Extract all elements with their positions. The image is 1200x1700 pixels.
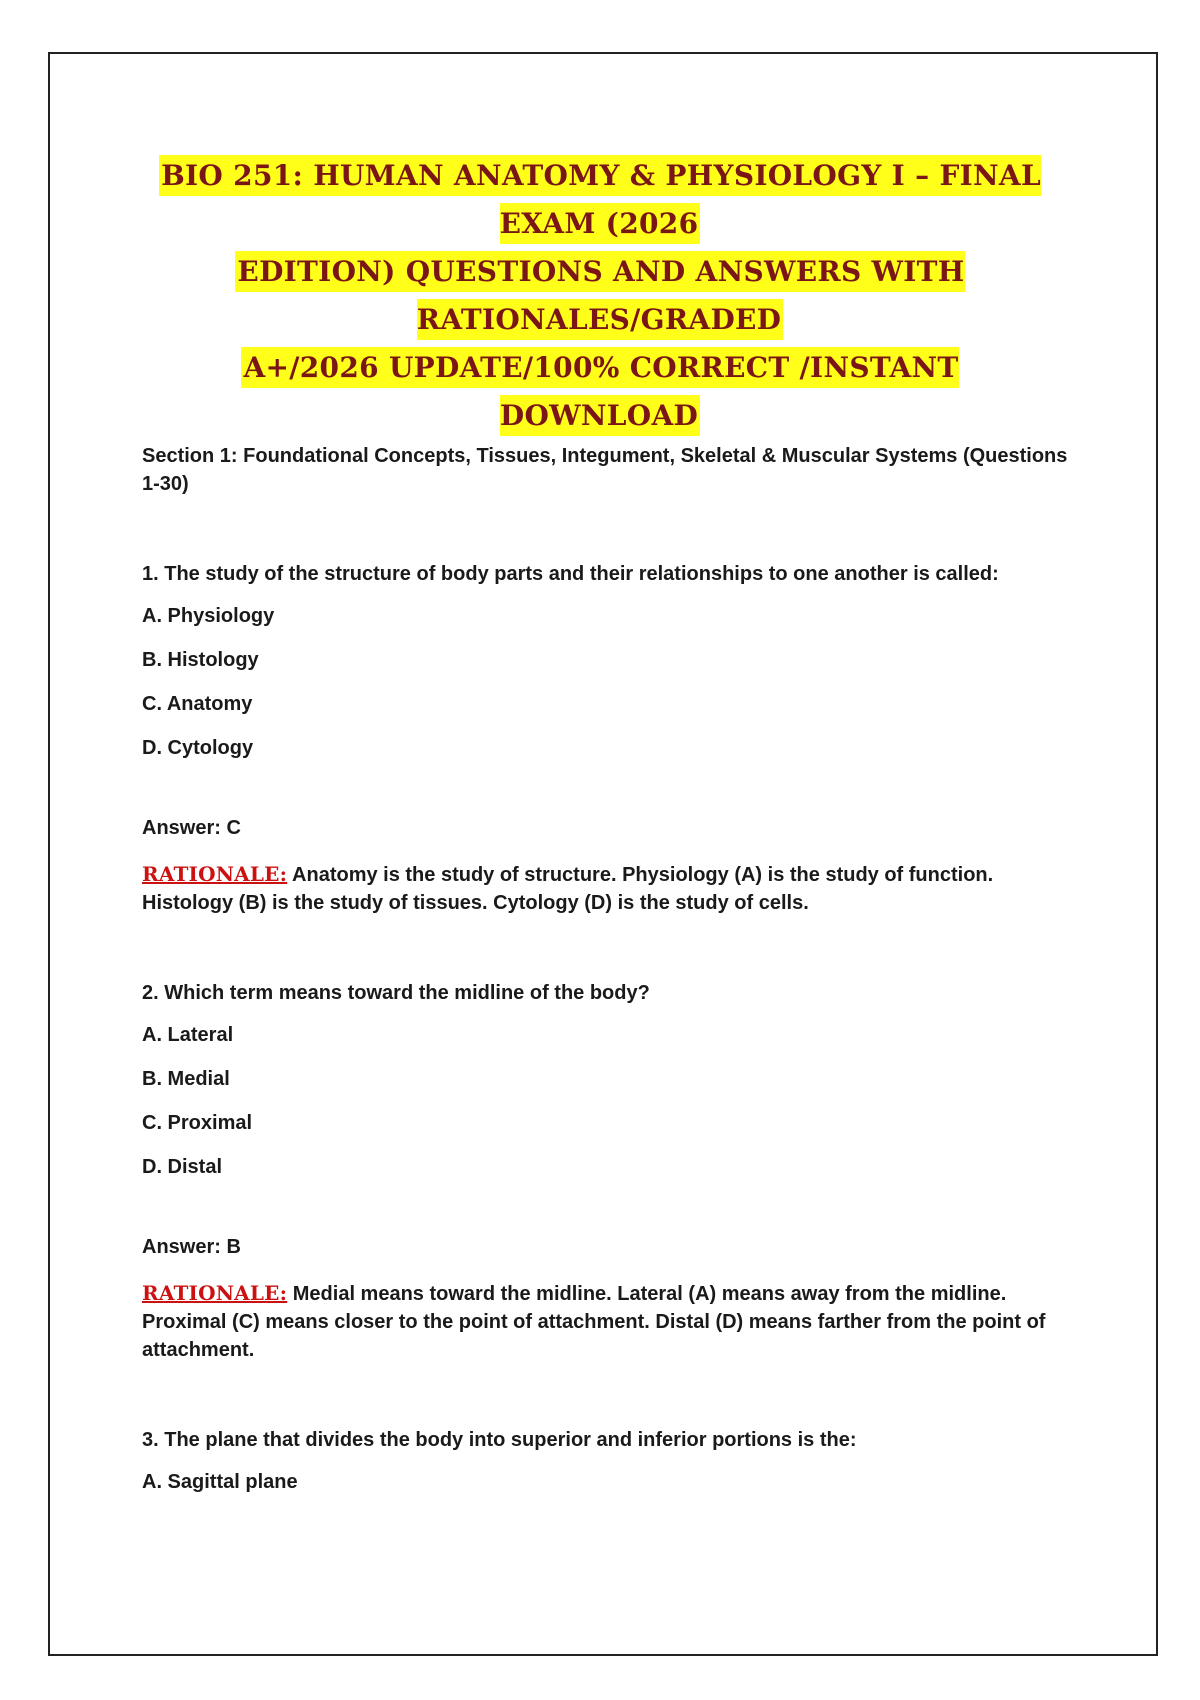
question-3: [142, 1426, 1072, 1496]
question-1: [142, 560, 1072, 917]
option-a: A. Sagittal plane: [142, 1471, 298, 1493]
document-body: [142, 442, 1072, 1512]
rationale: [142, 1279, 1072, 1364]
title-line-2: EDITION) QUESTIONS AND ANSWERS WITH RATIONALES/GRADED: [235, 251, 964, 340]
answer-text: Answer: C: [142, 817, 241, 839]
rationale-label: RATIONALE:: [142, 862, 288, 886]
title-line-3: A+/2026 UPDATE/100% CORRECT /INSTANT DOWNLOAD: [241, 347, 958, 436]
answer-text: Answer: B: [142, 1236, 241, 1258]
question-text: 1. The study of the structure of body parts and their relationships to one another is called:: [142, 563, 999, 585]
option-d: D. Distal: [142, 1156, 223, 1178]
rationale-text: Medial means toward the midline. Lateral (A) means away from the midline. Proximal (C) means closer to the point of attachment. Distal (D) means farther from the point of attachment.: [142, 1283, 1046, 1361]
title-line-1: BIO 251: HUMAN ANATOMY & PHYSIOLOGY I – FINAL EXAM (2026: [159, 155, 1041, 244]
question-text: 2. Which term means toward the midline of the body?: [142, 982, 650, 1004]
option-d: D. Cytology: [142, 737, 254, 759]
option-c: C. Proximal: [142, 1112, 253, 1134]
option-b: B. Medial: [142, 1068, 230, 1090]
rationale: [142, 860, 1072, 917]
question-text: 3. The plane that divides the body into superior and inferior portions is the:: [142, 1429, 857, 1451]
section-heading: Section 1: Foundational Concepts, Tissues, Integument, Skeletal & Muscular Systems (Questions 1-30): [142, 445, 1068, 495]
option-b: B. Histology: [142, 649, 259, 671]
option-a: A. Physiology: [142, 605, 275, 627]
rationale-text: Anatomy is the study of structure. Physiology (A) is the study of function. Histology (B) is the study of tissues. Cytology (D) is the study of cells.: [142, 864, 994, 914]
question-2: [142, 979, 1072, 1364]
option-c: C. Anatomy: [142, 693, 253, 715]
option-a: A. Lateral: [142, 1024, 234, 1046]
rationale-label: RATIONALE:: [142, 1281, 288, 1305]
document-title: [150, 152, 1050, 440]
